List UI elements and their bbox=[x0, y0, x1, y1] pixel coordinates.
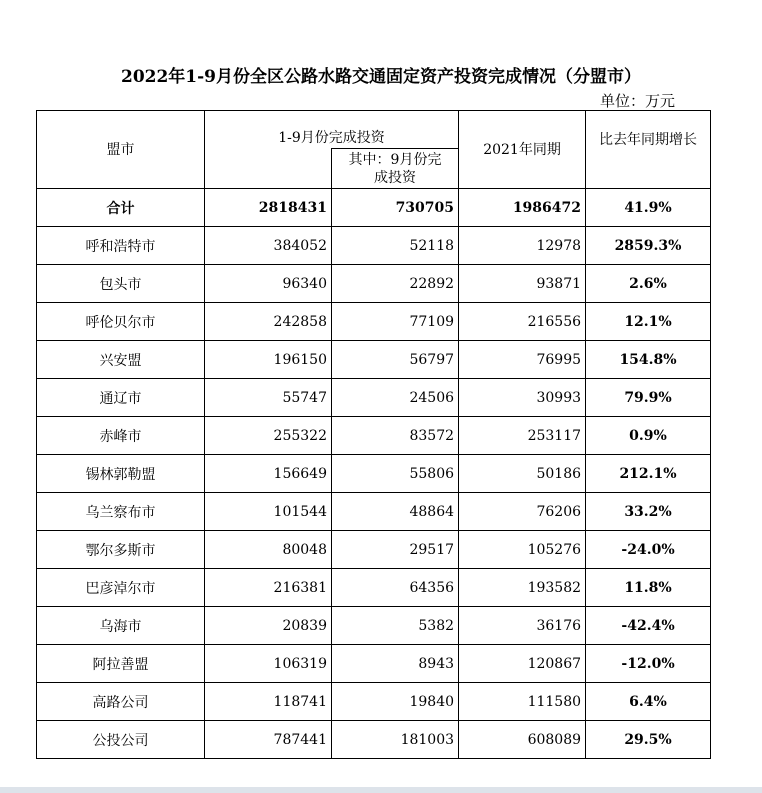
ytd-cell: 96340 bbox=[205, 265, 332, 303]
ytd-cell: 106319 bbox=[205, 645, 332, 683]
table-row bbox=[37, 265, 711, 303]
ytd-cell: 118741 bbox=[205, 683, 332, 721]
prior-year-cell: 93871 bbox=[459, 265, 586, 303]
table-row bbox=[37, 341, 711, 379]
growth-cell: 212.1% bbox=[586, 455, 711, 493]
prior-year-cell: 253117 bbox=[459, 417, 586, 455]
region-cell: 鄂尔多斯市 bbox=[37, 531, 205, 569]
header-prior-year: 2021年同期 bbox=[459, 111, 586, 189]
region-cell: 乌兰察布市 bbox=[37, 493, 205, 531]
investment-table bbox=[36, 110, 711, 759]
growth-cell: -42.4% bbox=[586, 607, 711, 645]
prior-year-cell: 608089 bbox=[459, 721, 586, 759]
header-growth: 比去年同期增长 bbox=[586, 111, 711, 189]
growth-cell: 154.8% bbox=[586, 341, 711, 379]
growth-cell: 41.9% bbox=[586, 189, 711, 227]
region-cell: 呼和浩特市 bbox=[37, 227, 205, 265]
page-title: 2022年1-9月份全区公路水路交通固定资产投资完成情况（分盟市） bbox=[120, 67, 642, 87]
prior-year-cell: 30993 bbox=[459, 379, 586, 417]
header-region: 盟市 bbox=[37, 111, 205, 189]
growth-cell: 2859.3% bbox=[586, 227, 711, 265]
region-cell: 巴彦淖尔市 bbox=[37, 569, 205, 607]
prior-year-cell: 1986472 bbox=[459, 189, 586, 227]
prior-year-cell: 105276 bbox=[459, 531, 586, 569]
table-row bbox=[37, 683, 711, 721]
region-cell: 锡林郭勒盟 bbox=[37, 455, 205, 493]
ytd-cell: 384052 bbox=[205, 227, 332, 265]
ytd-cell: 787441 bbox=[205, 721, 332, 759]
ytd-cell: 255322 bbox=[205, 417, 332, 455]
table-row bbox=[37, 189, 711, 227]
growth-cell: 6.4% bbox=[586, 683, 711, 721]
growth-cell: 29.5% bbox=[586, 721, 711, 759]
region-cell: 合计 bbox=[37, 189, 205, 227]
region-cell: 高路公司 bbox=[37, 683, 205, 721]
header-ytd: 1-9月份完成投资 bbox=[205, 111, 459, 149]
prior-year-cell: 76206 bbox=[459, 493, 586, 531]
ytd-cell: 216381 bbox=[205, 569, 332, 607]
table-row bbox=[37, 455, 711, 493]
september-cell: 24506 bbox=[332, 379, 459, 417]
ytd-cell: 80048 bbox=[205, 531, 332, 569]
september-cell: 19840 bbox=[332, 683, 459, 721]
table-row bbox=[37, 531, 711, 569]
growth-cell: 12.1% bbox=[586, 303, 711, 341]
ytd-cell: 20839 bbox=[205, 607, 332, 645]
ytd-cell: 242858 bbox=[205, 303, 332, 341]
september-cell: 181003 bbox=[332, 721, 459, 759]
september-cell: 55806 bbox=[332, 455, 459, 493]
growth-cell: 79.9% bbox=[586, 379, 711, 417]
growth-cell: 11.8% bbox=[586, 569, 711, 607]
region-cell: 包头市 bbox=[37, 265, 205, 303]
ytd-cell: 55747 bbox=[205, 379, 332, 417]
ytd-cell: 101544 bbox=[205, 493, 332, 531]
growth-cell: -12.0% bbox=[586, 645, 711, 683]
region-cell: 阿拉善盟 bbox=[37, 645, 205, 683]
table-row bbox=[37, 379, 711, 417]
september-cell: 83572 bbox=[332, 417, 459, 455]
header-september: 其中：9月份完成投资 bbox=[332, 149, 459, 189]
growth-cell: 0.9% bbox=[586, 417, 711, 455]
table-row bbox=[37, 303, 711, 341]
september-cell: 48864 bbox=[332, 493, 459, 531]
table-row bbox=[37, 645, 711, 683]
prior-year-cell: 111580 bbox=[459, 683, 586, 721]
prior-year-cell: 193582 bbox=[459, 569, 586, 607]
unit-label: 单位：万元 bbox=[600, 92, 676, 110]
window-bottom-edge bbox=[0, 787, 762, 793]
table-row bbox=[37, 607, 711, 645]
region-cell: 通辽市 bbox=[37, 379, 205, 417]
prior-year-cell: 216556 bbox=[459, 303, 586, 341]
ytd-cell: 2818431 bbox=[205, 189, 332, 227]
table-row bbox=[37, 721, 711, 759]
september-cell: 22892 bbox=[332, 265, 459, 303]
table-row bbox=[37, 569, 711, 607]
table-row bbox=[37, 493, 711, 531]
september-cell: 52118 bbox=[332, 227, 459, 265]
table-row bbox=[37, 227, 711, 265]
september-cell: 56797 bbox=[332, 341, 459, 379]
growth-cell: -24.0% bbox=[586, 531, 711, 569]
prior-year-cell: 50186 bbox=[459, 455, 586, 493]
growth-cell: 2.6% bbox=[586, 265, 711, 303]
region-cell: 赤峰市 bbox=[37, 417, 205, 455]
september-cell: 5382 bbox=[332, 607, 459, 645]
region-cell: 兴安盟 bbox=[37, 341, 205, 379]
table-row bbox=[37, 417, 711, 455]
prior-year-cell: 12978 bbox=[459, 227, 586, 265]
september-cell: 730705 bbox=[332, 189, 459, 227]
september-cell: 29517 bbox=[332, 531, 459, 569]
ytd-cell: 196150 bbox=[205, 341, 332, 379]
region-cell: 公投公司 bbox=[37, 721, 205, 759]
region-cell: 呼伦贝尔市 bbox=[37, 303, 205, 341]
region-cell: 乌海市 bbox=[37, 607, 205, 645]
september-cell: 8943 bbox=[332, 645, 459, 683]
prior-year-cell: 76995 bbox=[459, 341, 586, 379]
september-cell: 77109 bbox=[332, 303, 459, 341]
september-cell: 64356 bbox=[332, 569, 459, 607]
prior-year-cell: 120867 bbox=[459, 645, 586, 683]
prior-year-cell: 36176 bbox=[459, 607, 586, 645]
ytd-cell: 156649 bbox=[205, 455, 332, 493]
growth-cell: 33.2% bbox=[586, 493, 711, 531]
